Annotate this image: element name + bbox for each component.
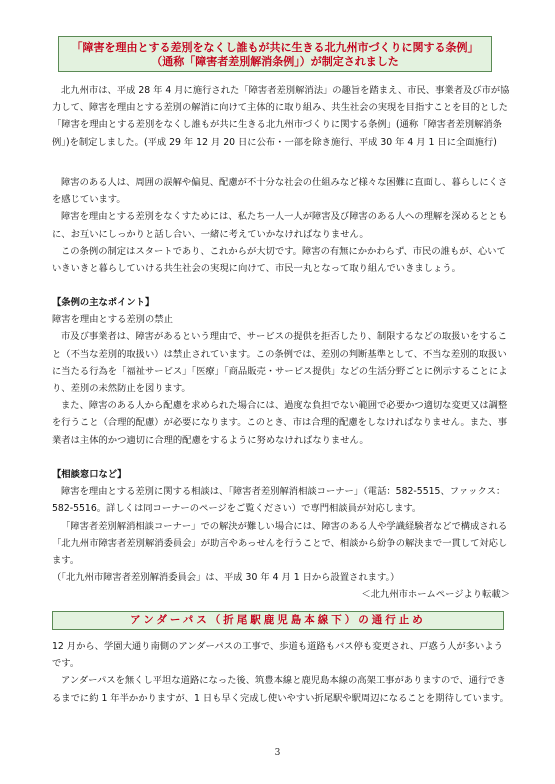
page-number: 3 [274,748,281,758]
ordinance-paragraph: 障害のある人は、周囲の誤解や偏見、配慮が不十分な社会の仕組みなど様々な困難に直面し、暮らしにくさを感じています。 [52,177,508,206]
ordinance-body [52,174,510,277]
source-credit: ＜北九州市ホームページより転載＞ [361,589,510,601]
ordinance-intro [52,82,510,151]
consult-paragraph: 障害を理由とする差別に関する相談は、「障害者差別解消相談コーナー」（電話：582-5515、ファックス：582-5516。詳しくは同コーナーのページをご覧ください）で専門相談員が対応します。 [52,486,506,515]
ordinance-title-banner [58,36,492,72]
points-subheading: 障害を理由とする差別の禁止 [52,314,173,326]
underpass-title-banner: アンダーパス（折尾駅鹿児島本線下）の通行止め [52,611,504,630]
consult-paragraph: 「障害者差別解消相談コーナー」での解決が難しい場合には、障害のある人や学識経験者などで構成される「北九州市障害者差別解消委員会」が助言やあっせんを行うことで、相談から紛争の解決まで一貫して対応します。 [52,520,508,567]
underpass-paragraph: アンダーパスを無くし平坦な道路になった後、筑豊本線と鹿児島本線の高架工事がありますので、通行できるまでに約 1 年半かかりますが、1 日も早く完成し使いやすい折尾駅や駅周辺になることを期待しています。 [52,675,509,704]
ordinance-points-section [52,294,510,449]
consult-heading: 【相談窓口など】 [52,469,127,480]
ordinance-title-line2: （通称「障害者差別解消条例」）が制定されました [151,55,399,68]
points-paragraph: 市及び事業者は、障害があるという理由で、サービスの提供を拒否したり、制限するなどの取扱いをすること（不当な差別的取扱い）は禁止されています。この条例では、差別の判断基準として、不当な差別的取扱いに当たる行為を「福祉サービス」「医療」「商品販売・サービス提供」などの生活分野ごとに例示することにより、差別の未然防止を図ります。 [52,331,508,395]
ordinance-title-line1: 「障害を理由とする差別をなくし誰もが共に生きる北九州市づくりに関する条例」 [71,41,479,54]
underpass-paragraph: 12 月から、学園大通り南側のアンダーパスの工事で、歩道も道路もバス停も変更され、戸惑う人が多いようです。 [52,641,503,670]
ordinance-paragraph: この条例の制定はスタートであり、これからが大切です。障害の有無にかかわらず、市民の誰もが、心いていきいきと暮らしていける共生社会の実現に向けて、市民一丸となって取り組んでいきましょう。 [52,245,506,275]
ordinance-paragraph: 北九州市は、平成 28 年 4 月に施行された「障害者差別解消法」の趣旨を踏まえ、市民、事業者及び市が協力して、障害を理由とする差別の解消に向けて主体的に取り組み、共生社会の実現を目指すことを目的とした「障害を理由とする差別をなくし誰もが共に生きる北九州市づくりに関する条例」(通称「障害者差別解消条例」)を制定しました。(平成 29 年 12 月 20 日に公布・一部を除き施行、平成 30 年 4 月 1 日に全面施行) [52,85,510,148]
underpass-section [52,638,510,707]
points-heading: 【条例の主なポイント】 [52,297,155,308]
consult-section [52,466,510,604]
consult-note: （「北九州市障害者差別解消委員会」は、平成 30 年 4 月 1 日から設置されます。） [52,572,400,584]
ordinance-paragraph: 障害を理由とする差別をなくすためには、私たち一人一人が障害及び障害のある人への理解を深めるとともに、お互いにしっかりと話し合い、一緒に考えていかなければなりません。 [52,211,508,240]
points-paragraph: また、障害のある人から配慮を求められた場合には、過度な負担でない範囲で必要かつ適切な変更又は調整を行うこと（合理的配慮）が必要になります。このとき、市は合理的配慮をしなければなりません。また、事業者は主体的かつ適切に合理的配慮をするように努めなければなりません。 [52,400,508,446]
